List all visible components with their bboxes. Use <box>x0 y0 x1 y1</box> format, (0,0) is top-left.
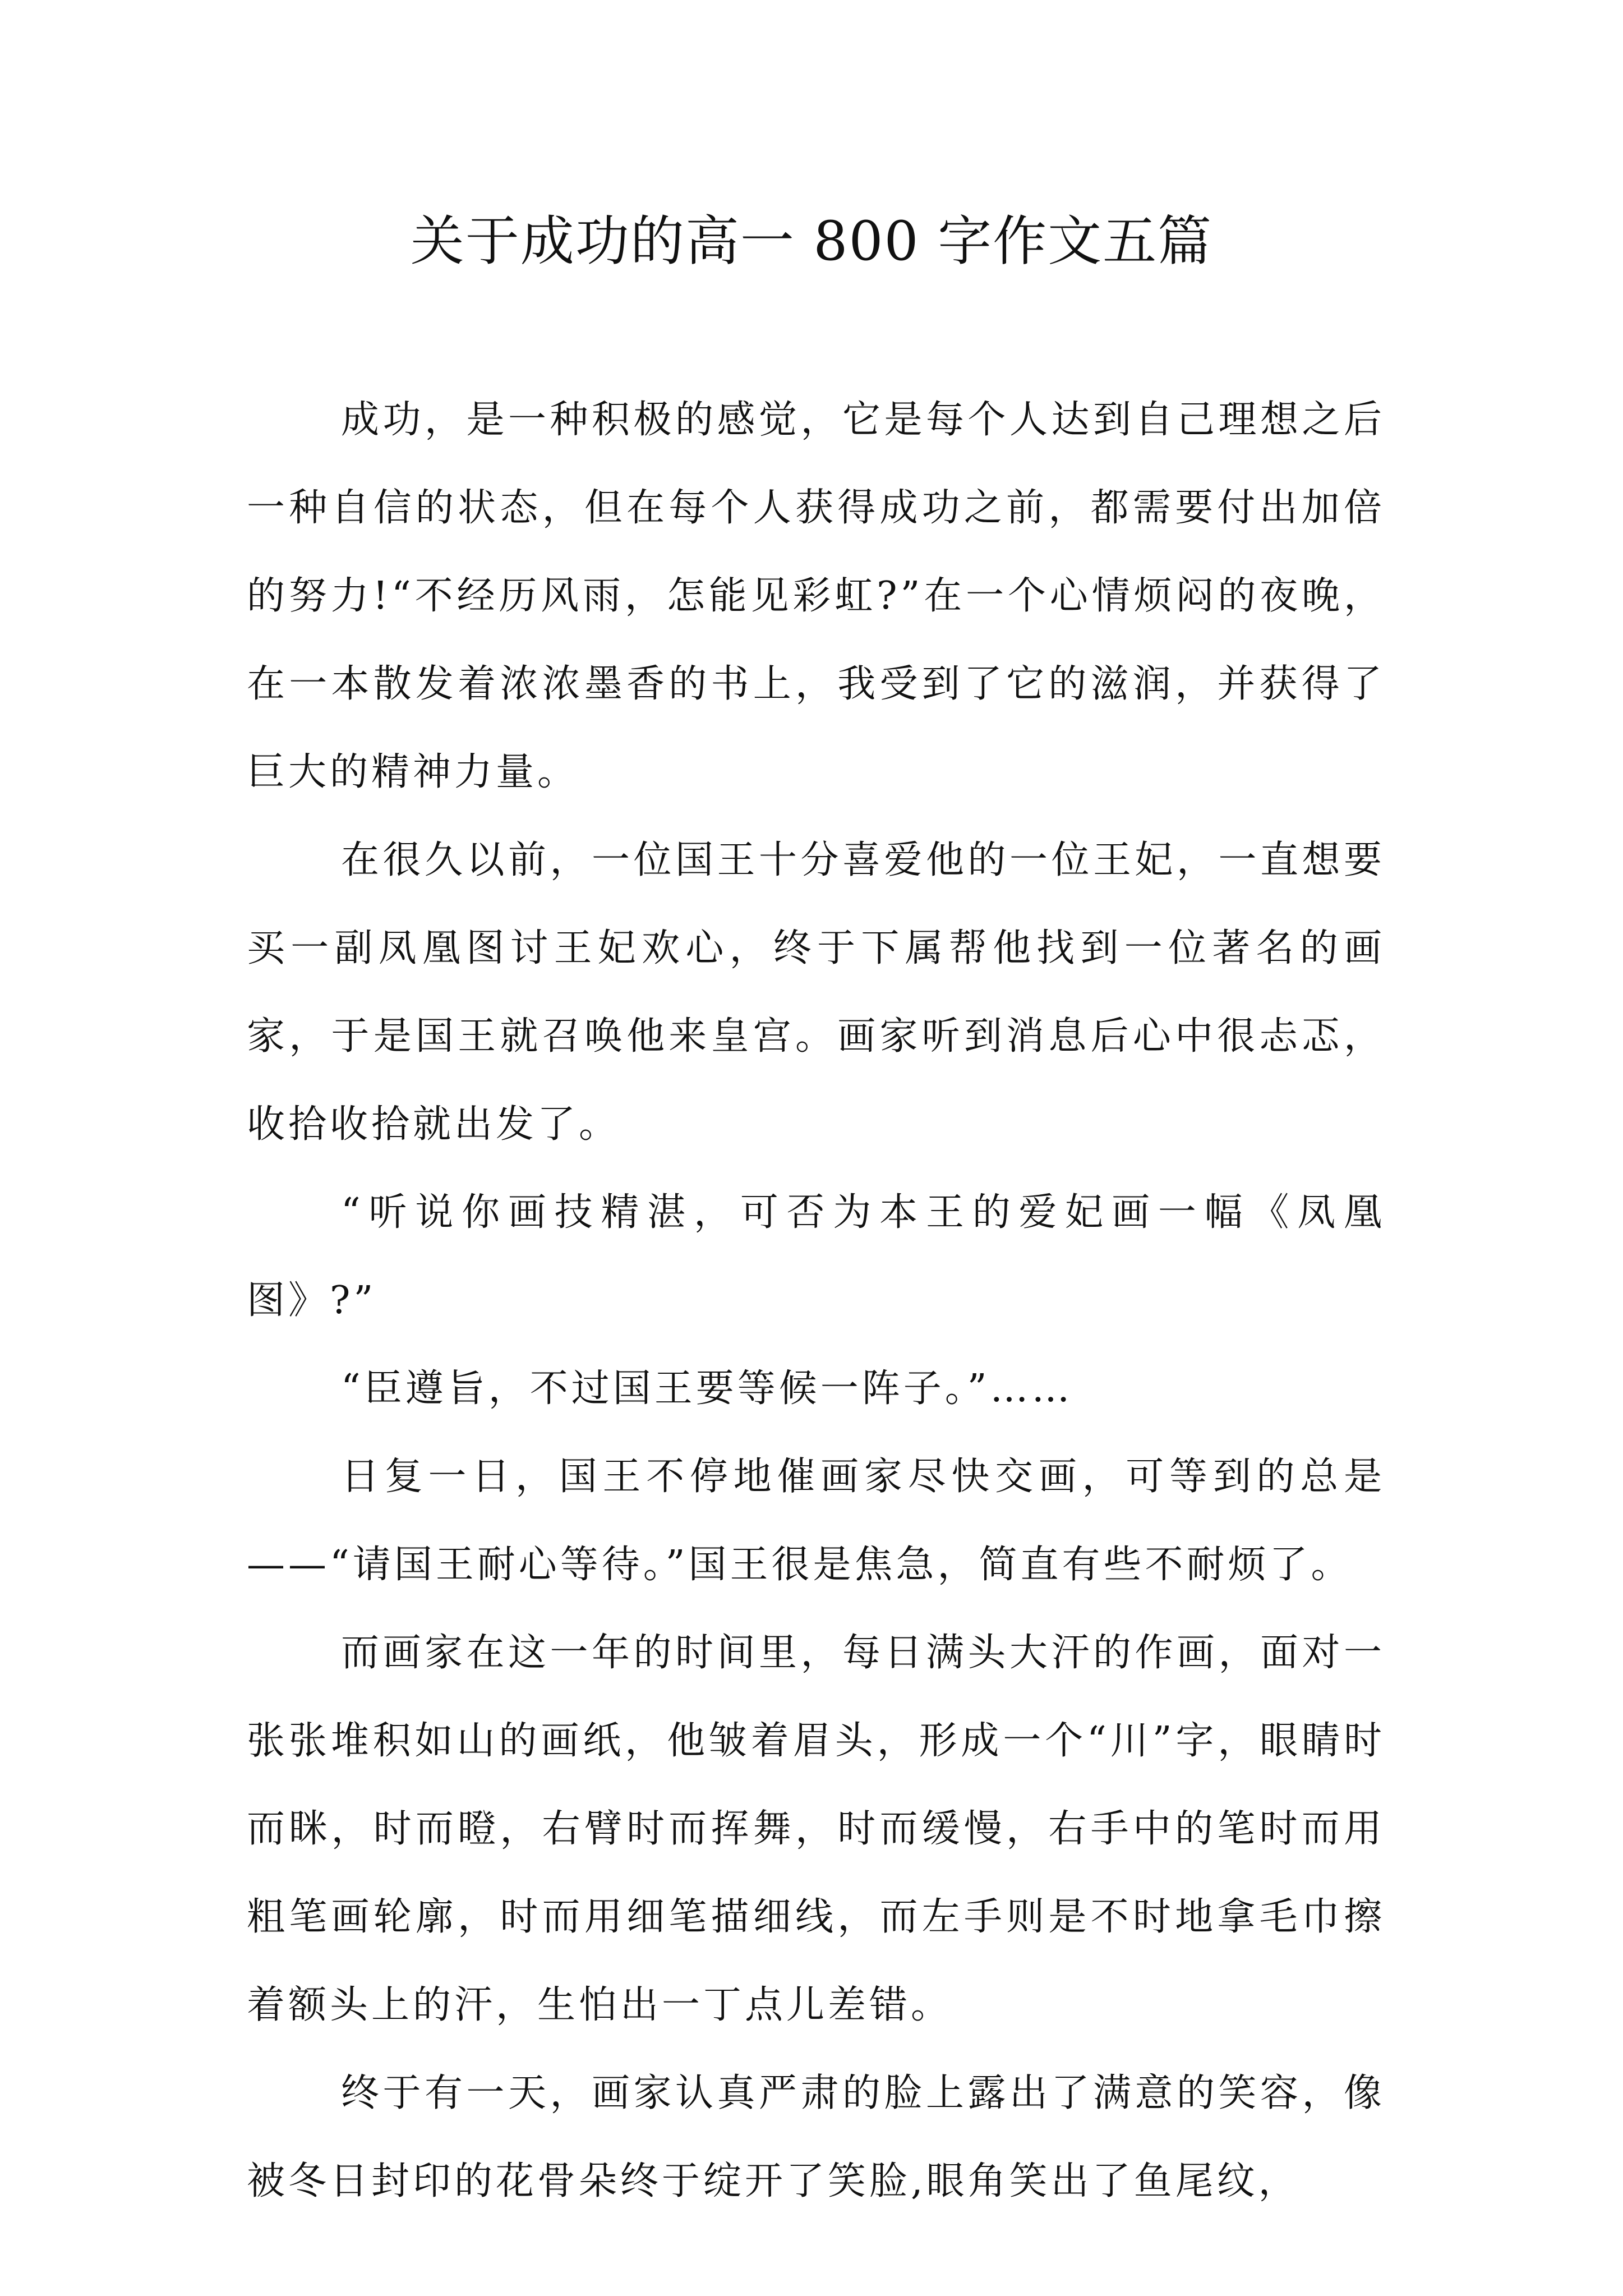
paragraph: 日复一日，国王不停地催画家尽快交画，可等到的总是——“请国王耐心等待。”国王很是焦急，简直有些不耐烦了。 <box>247 1455 1385 1587</box>
document-body <box>247 376 1385 2225</box>
paragraph: 成功，是一种积极的感觉，它是每个人达到自己理想之后一种自信的状态，但在每个人获得成功之前，都需要付出加倍的努力!“不经历风雨，怎能见彩虹?”在一个心情烦闷的夜晚，在一本散发着浓浓墨香的书上，我受到了它的滋润，并获得了巨大的精神力量。 <box>247 398 1385 794</box>
paragraph: “臣遵旨，不过国王要等候一阵子。”…… <box>341 1366 1073 1411</box>
paragraph: 而画家在这一年的时间里，每日满头大汗的作画，面对一张张堆积如山的画纸，他皱着眉头，形成一个“川”字，眼睛时而眯，时而瞪，右臂时而挥舞，时而缓慢，右手中的笔时而用粗笔画轮廓，时而用细笔描细线，而左手则是不时地拿毛巾擦着额头上的汗，生怕出一丁点儿差错。 <box>247 1631 1385 2027</box>
paragraph: “听说你画技精湛，可否为本王的爱妃画一幅《凤凰图》?” <box>247 1190 1385 1323</box>
paragraph: 终于有一天，画家认真严肃的脸上露出了满意的笑容，像被冬日封印的花骨朵终于绽开了笑脸,眼角笑出了鱼尾纹， <box>247 2071 1385 2203</box>
document-title: 关于成功的高一 800 字作文五篇 <box>410 210 1213 273</box>
paragraph: 在很久以前，一位国王十分喜爱他的一位王妃，一直想要买一副凤凰图讨王妃欢心，终于下属帮他找到一位著名的画家，于是国王就召唤他来皇宫。画家听到消息后心中很忐忑，收拾收拾就出发了。 <box>247 838 1385 1147</box>
